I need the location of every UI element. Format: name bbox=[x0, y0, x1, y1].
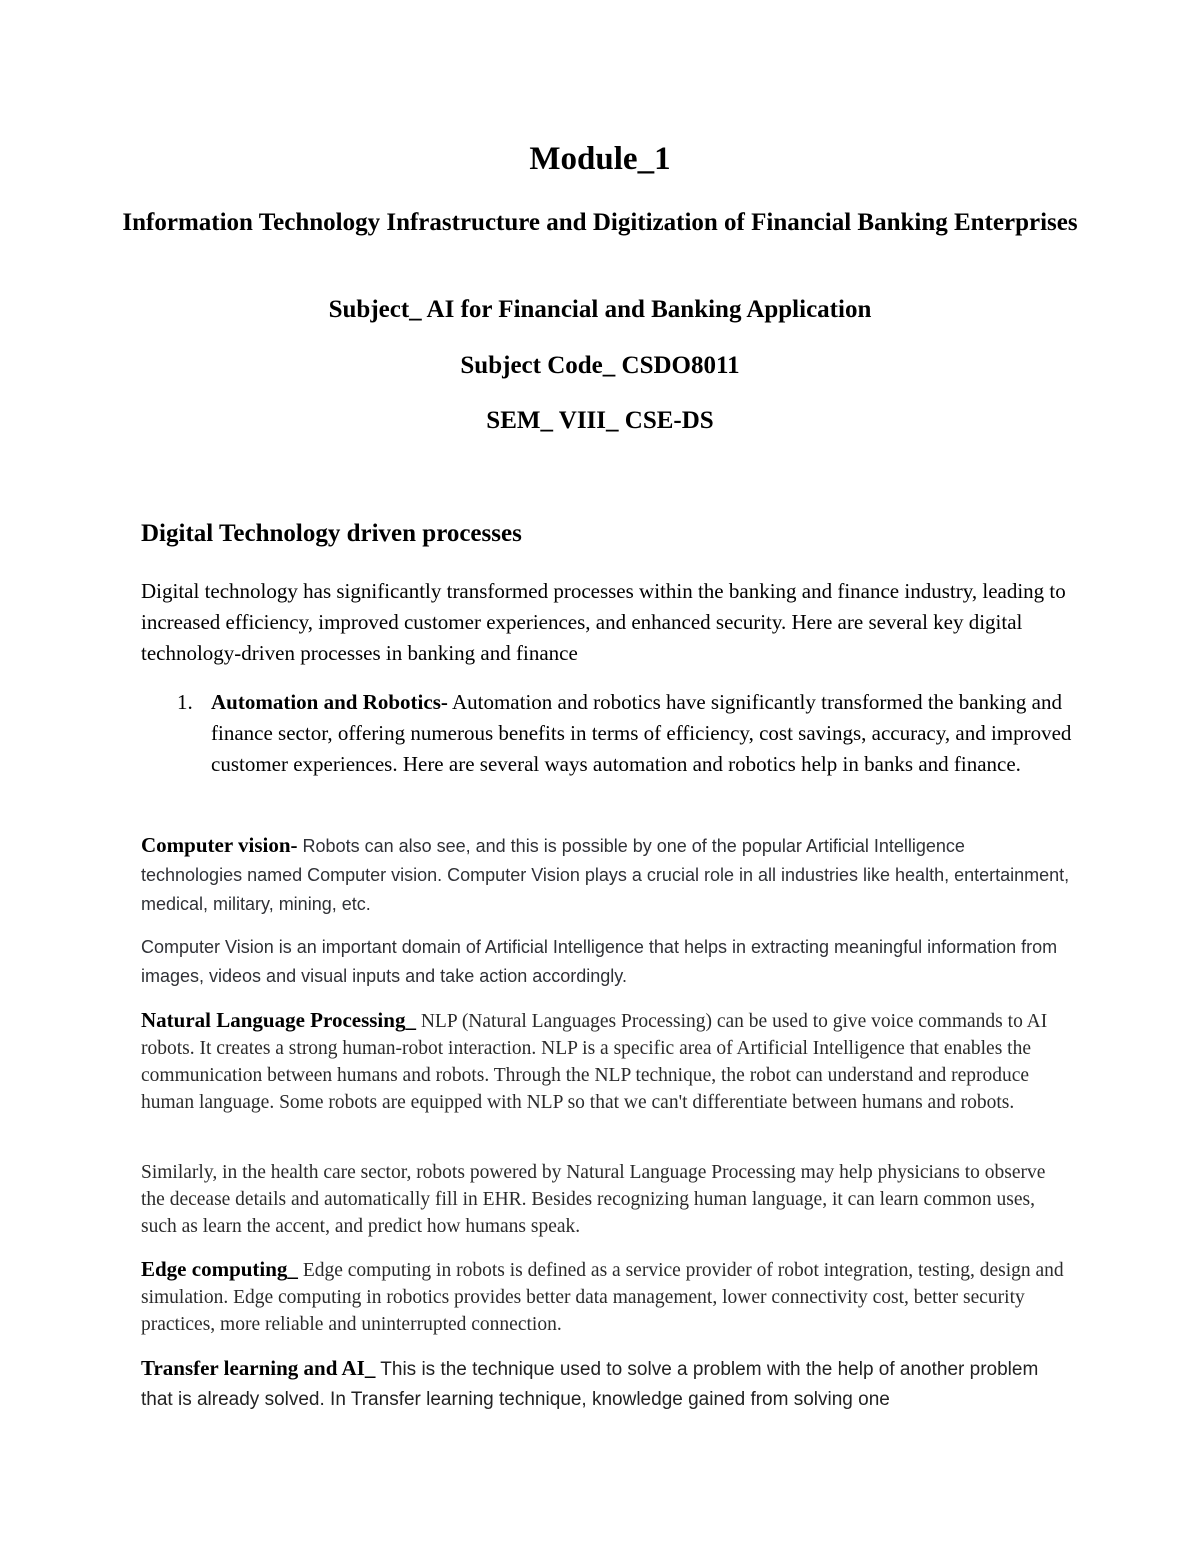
nlp-term: Natural Language Processing_ bbox=[141, 1008, 416, 1032]
nlp-paragraph bbox=[141, 1007, 1071, 1116]
document-title: Information Technology Infrastructure and Digitization of Financial Banking Enterprises bbox=[122, 209, 1078, 236]
semester-line: SEM_ VIII_ CSE-DS bbox=[486, 407, 714, 434]
module-title: Module_1 bbox=[529, 141, 671, 177]
transfer-learning-paragraph bbox=[141, 1353, 1071, 1415]
transfer-learning-term: Transfer learning and AI_ bbox=[141, 1356, 376, 1380]
list-number: 1. bbox=[177, 690, 193, 714]
nlp-text: NLP (Natural Languages Processing) can be used to give voice commands to AI robots. It creates a strong human-robot interaction. NLP is a specific area of Artificial Intelligence that enables the communication between humans and robots. Through the NLP technique, the robot can understand and reproduce human language. Some robots are equipped with NLP so that we can't differentiate between humans and robots. bbox=[141, 1011, 1048, 1113]
transfer-learning-text: This is the technique used to solve a problem with the help of another problem that is already solved. In Transfer learning technique, knowledge gained from solving one bbox=[141, 1359, 1039, 1410]
list-item-body bbox=[211, 687, 1077, 780]
computer-vision-term: Computer vision- bbox=[141, 833, 298, 857]
subject-line: Subject_ AI for Financial and Banking Application bbox=[328, 296, 872, 323]
subject-code-line: Subject Code_ CSDO8011 bbox=[460, 352, 740, 379]
list-item bbox=[177, 687, 1077, 780]
list-item-term: Automation and Robotics- bbox=[211, 690, 448, 714]
edge-computing-paragraph bbox=[141, 1256, 1071, 1338]
intro-paragraph: Digital technology has significantly transformed processes within the banking and finance industry, leading to increased efficiency, improved customer experiences, and enhanced security. Here are several key digital technology-driven processes in banking and finance bbox=[141, 579, 1066, 665]
edge-computing-text: Edge computing in robots is defined as a service provider of robot integration, testing, design and simulation. Edge computing in robotics provides better data management, lower connectivity cost, better security practices, more reliable and uninterrupted connection. bbox=[141, 1260, 1064, 1335]
nlp-paragraph-2: Similarly, in the health care sector, robots powered by Natural Language Processing may help physicians to observe the decease details and automatically fill in EHR. Besides recognizing human language, it can learn common uses, such as learn the accent, and predict how humans speak. bbox=[141, 1162, 1046, 1237]
list-item-text: Automation and robotics have significantly transformed the banking and finance sector, offering numerous benefits in terms of efficiency, cost savings, accuracy, and improved customer experiences. Here are several ways automation and robotics help in banks and finance. bbox=[211, 690, 1072, 776]
computer-vision-text: Robots can also see, and this is possible by one of the popular Artificial Intelligence technologies named Computer vision. Computer Vision plays a crucial role in all industries like health, entertainment, medical, military, mining, etc. bbox=[141, 836, 1070, 914]
edge-computing-term: Edge computing_ bbox=[141, 1257, 298, 1281]
computer-vision-paragraph bbox=[141, 831, 1071, 919]
section-heading: Digital Technology driven processes bbox=[141, 520, 522, 547]
computer-vision-paragraph-2: Computer Vision is an important domain of Artificial Intelligence that helps in extracting meaningful information from images, videos and visual inputs and take action accordingly. bbox=[141, 937, 1058, 986]
